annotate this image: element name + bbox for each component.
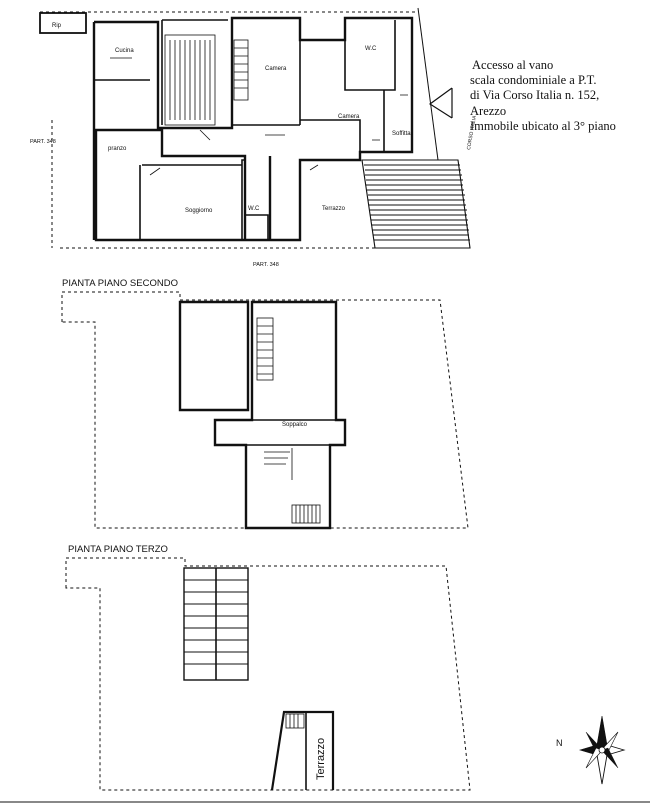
room-label-pranzo: pranzo	[108, 146, 127, 152]
street-label: CORSO ITALIA	[466, 115, 478, 151]
second-floor-title: PIANTA PIANO SECONDO	[62, 278, 178, 289]
first-floor-plan	[40, 8, 470, 248]
room-label-wc-small: W.C	[248, 206, 260, 212]
access-note-line-1: Accesso al vano	[472, 58, 554, 72]
third-floor-title: PIANTA PIANO TERZO	[68, 544, 168, 555]
plan1-right-diagonal	[418, 8, 438, 160]
room-label-cucina: Cucina	[115, 48, 134, 54]
plan2-inner-walls	[215, 302, 345, 528]
plan1-stair-left	[165, 35, 215, 125]
room-label-terrazzo-3: Terrazzo	[315, 737, 327, 780]
room-label-rip: Rip	[52, 23, 62, 29]
third-floor-plan	[66, 558, 470, 790]
room-label-camera-top: Camera	[265, 66, 287, 72]
room-label-soggiorno: Soggiorno	[185, 208, 213, 214]
plan3-stair-block	[184, 568, 248, 680]
plan2-dashed-boundary	[62, 292, 468, 528]
plan3-dashed-boundary	[66, 558, 470, 790]
access-note	[470, 58, 648, 134]
room-label-wc-top: W.C	[365, 46, 377, 52]
access-note-line-4: Arezzo	[470, 103, 507, 118]
compass-icon	[580, 716, 624, 784]
compass-north-letter: N	[556, 738, 563, 748]
parcel-label-bottom: PART. 348	[253, 262, 279, 268]
room-label-soffitta: Soffitta	[392, 131, 411, 137]
room-label-terrazzo-1: Terrazzo	[322, 206, 346, 212]
plan1-terrace-stairs	[362, 160, 470, 248]
plan2-building-outline	[180, 302, 345, 528]
access-note-line-5: Immobile ubicato al 3° piano	[470, 118, 616, 133]
second-floor-plan	[62, 292, 468, 528]
access-note-line-3: di Via Corso Italia n. 152,	[470, 88, 600, 103]
rip-room	[40, 13, 86, 33]
access-note-line-2: scala condominiale a P.T.	[470, 73, 597, 88]
room-label-camera-mid: Camera	[338, 114, 360, 120]
plan1-stair-right	[234, 40, 248, 100]
access-arrow	[430, 88, 452, 118]
plan1-door-marks	[110, 58, 408, 175]
room-label-soppalco: Soppalco	[282, 422, 308, 428]
parcel-label-left: PART. 348	[30, 139, 56, 145]
